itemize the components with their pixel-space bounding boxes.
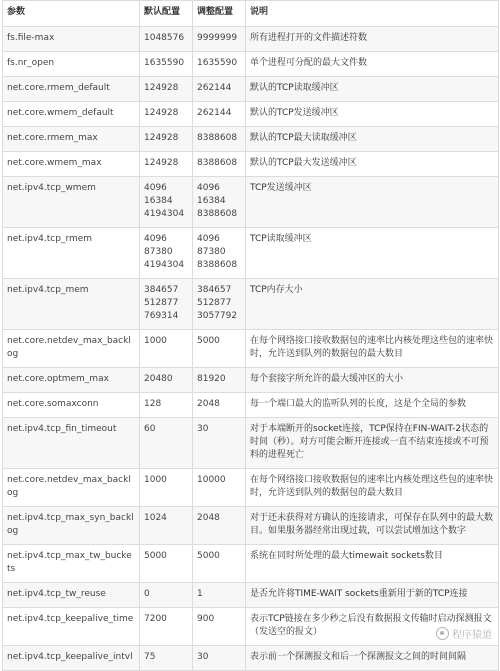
param-name-cell: net.ipv4.tcp_max_syn_backlog (3, 507, 140, 545)
param-name-cell: net.core.wmem_default (3, 102, 140, 127)
param-name-cell: net.core.rmem_max (3, 127, 140, 152)
table-row (3, 646, 499, 671)
default-value-cell: 75 (140, 646, 193, 671)
adjusted-value-cell: 8388608 (193, 127, 246, 152)
param-name-cell: net.ipv4.tcp_tw_reuse (3, 583, 140, 608)
adjusted-value-cell: 81920 (193, 368, 246, 393)
adjusted-value-cell: 262144 (193, 102, 246, 127)
watermark (436, 626, 492, 641)
description-cell: 每个套接字所允许的最大缓冲区的大小 (246, 368, 499, 393)
description-cell: 对于本端断开的socket连接，TCP保持在FIN-WAIT-2状态的时间（秒）。对方可能会断开连接或一直不结束连接或不可预料的进程死亡 (246, 418, 499, 469)
description-cell: 系统在同时所处理的最大timewait sockets数目 (246, 545, 499, 583)
description-cell: 默认的TCP最大读取缓冲区 (246, 127, 499, 152)
description-cell: 在每个网络接口接收数据包的速率比内核处理这些包的速率快时，允许送到队列的数据包的最大数目 (246, 469, 499, 507)
param-name-cell: net.core.wmem_max (3, 152, 140, 177)
default-value-cell: 384657 512877 769314 (140, 279, 193, 330)
table-row (3, 469, 499, 507)
adjusted-value-cell: 30 (193, 646, 246, 671)
table-row (3, 27, 499, 52)
param-name-cell: net.ipv4.tcp_wmem (3, 177, 140, 228)
adjusted-value-cell: 8388608 (193, 152, 246, 177)
table-row (3, 102, 499, 127)
table-row (3, 52, 499, 77)
adjusted-value-cell: 1 (193, 583, 246, 608)
sysctl-params-table (2, 0, 499, 671)
watermark-text: 程序猿道 (452, 630, 492, 641)
table-header (3, 1, 499, 27)
table-row (3, 507, 499, 545)
description-cell: 在每个网络接口接收数据包的速率比内核处理这些包的速率快时，允许送到队列的数据包的最大数目 (246, 330, 499, 368)
description-cell: 默认的TCP读取缓冲区 (246, 77, 499, 102)
table-row (3, 418, 499, 469)
param-name-cell: fs.nr_open (3, 52, 140, 77)
wechat-icon (436, 627, 449, 640)
default-value-cell: 5000 (140, 545, 193, 583)
default-value-cell: 4096 87380 4194304 (140, 228, 193, 279)
adjusted-value-cell: 4096 16384 8388608 (193, 177, 246, 228)
default-value-cell: 124928 (140, 77, 193, 102)
description-cell: 对于还未获得对方确认的连接请求，可保存在队列中的最大数目。如果服务器经常出现过载，可以尝试增加这个数字 (246, 507, 499, 545)
header-param: 参数 (3, 1, 140, 27)
description-cell: 表示TCP链接在多少秒之后没有数据报文传输时启动探测报文（发送空的报文） (246, 608, 499, 646)
table-row (3, 228, 499, 279)
description-cell: 所有进程打开的文件描述符数 (246, 27, 499, 52)
param-name-cell: net.ipv4.tcp_max_tw_buckets (3, 545, 140, 583)
table-row (3, 77, 499, 102)
default-value-cell: 124928 (140, 152, 193, 177)
description-cell: 默认的TCP发送缓冲区 (246, 102, 499, 127)
description-cell: 单个进程可分配的最大文件数 (246, 52, 499, 77)
table-row (3, 127, 499, 152)
param-name-cell: net.core.somaxconn (3, 393, 140, 418)
param-name-cell: net.ipv4.tcp_mem (3, 279, 140, 330)
description-cell: 表示前一个探测报文和后一个探测报文之间的时间间隔 (246, 646, 499, 671)
param-name-cell: net.ipv4.tcp_keepalive_time (3, 608, 140, 646)
param-name-cell: net.core.netdev_max_backlog (3, 469, 140, 507)
adjusted-value-cell: 30 (193, 418, 246, 469)
description-cell: 默认的TCP最大发送缓冲区 (246, 152, 499, 177)
description-cell: 是否允许将TIME-WAIT sockets重新用于新的TCP连接 (246, 583, 499, 608)
description-cell: 每一个端口最大的监听队列的长度，这是个全局的参数 (246, 393, 499, 418)
default-value-cell: 7200 (140, 608, 193, 646)
adjusted-value-cell: 384657 512877 3057792 (193, 279, 246, 330)
table-row (3, 368, 499, 393)
adjusted-value-cell: 900 (193, 608, 246, 646)
adjusted-value-cell: 5000 (193, 545, 246, 583)
adjusted-value-cell: 4096 87380 8388608 (193, 228, 246, 279)
adjusted-value-cell: 262144 (193, 77, 246, 102)
default-value-cell: 1000 (140, 469, 193, 507)
header-row (3, 1, 499, 27)
param-name-cell: fs.file-max (3, 27, 140, 52)
default-value-cell: 1000 (140, 330, 193, 368)
table-row (3, 330, 499, 368)
param-name-cell: net.ipv4.tcp_rmem (3, 228, 140, 279)
default-value-cell: 1048576 (140, 27, 193, 52)
adjusted-value-cell: 5000 (193, 330, 246, 368)
header-description: 说明 (246, 1, 499, 27)
adjusted-value-cell: 2048 (193, 507, 246, 545)
table-row (3, 177, 499, 228)
default-value-cell: 1024 (140, 507, 193, 545)
adjusted-value-cell: 10000 (193, 469, 246, 507)
adjusted-value-cell: 9999999 (193, 27, 246, 52)
description-cell: TCP内存大小 (246, 279, 499, 330)
default-value-cell: 124928 (140, 127, 193, 152)
param-name-cell: net.core.optmem_max (3, 368, 140, 393)
param-name-cell: net.ipv4.tcp_fin_timeout (3, 418, 140, 469)
default-value-cell: 124928 (140, 102, 193, 127)
default-value-cell: 1635590 (140, 52, 193, 77)
table-row (3, 393, 499, 418)
table-row (3, 608, 499, 646)
table-row (3, 152, 499, 177)
default-value-cell: 20480 (140, 368, 193, 393)
param-name-cell: net.ipv4.tcp_keepalive_intvl (3, 646, 140, 671)
default-value-cell: 60 (140, 418, 193, 469)
param-name-cell: net.core.netdev_max_backlog (3, 330, 140, 368)
default-value-cell: 4096 16384 4194304 (140, 177, 193, 228)
param-name-cell: net.core.rmem_default (3, 77, 140, 102)
description-cell: TCP发送缓冲区 (246, 177, 499, 228)
table-row (3, 545, 499, 583)
header-default: 默认配置 (140, 1, 193, 27)
table-row (3, 279, 499, 330)
default-value-cell: 128 (140, 393, 193, 418)
adjusted-value-cell: 1635590 (193, 52, 246, 77)
default-value-cell: 0 (140, 583, 193, 608)
header-adjusted: 调整配置 (193, 1, 246, 27)
table-body (3, 27, 499, 671)
adjusted-value-cell: 2048 (193, 393, 246, 418)
table-row (3, 583, 499, 608)
description-cell: TCP读取缓冲区 (246, 228, 499, 279)
